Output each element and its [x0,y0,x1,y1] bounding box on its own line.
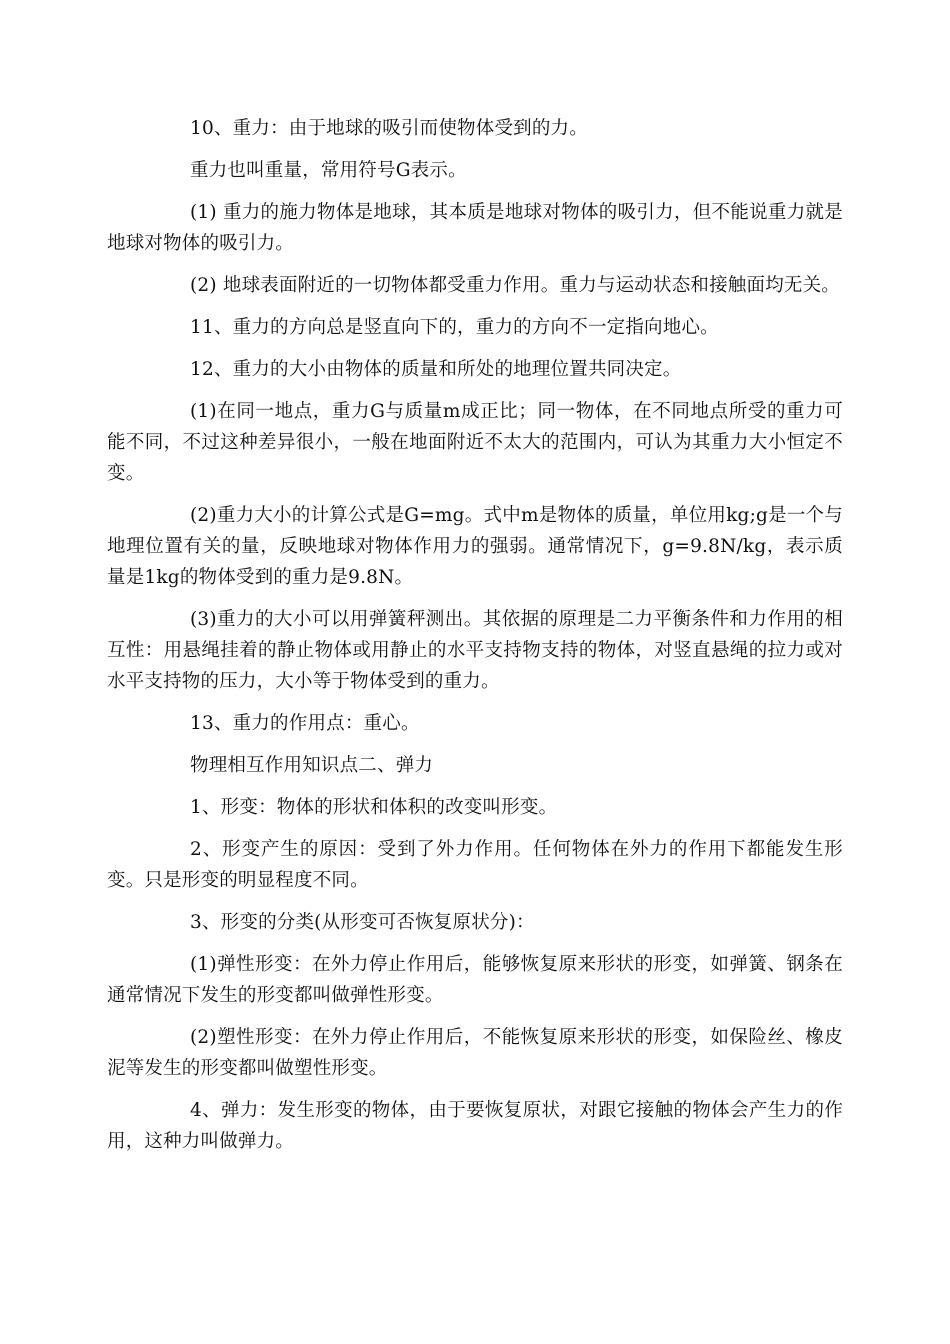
section-heading-elastic-force: 物理相互作用知识点二、弹力 [190,755,434,776]
paragraph-elastic-force-definition: 4、弹力：发生形变的物体，由于要恢复原状，对跟它接触的物体会产生力的作用，这种力叫做弹力。 [107,1100,843,1152]
paragraph-gravity-direction: 11、重力的方向总是竖直向下的，重力的方向不一定指向地心。 [190,317,719,338]
paragraph-gravity-symbol: 重力也叫重量，常用符号G表示。 [190,160,467,181]
paragraph-gravity-everywhere: (2) 地球表面附近的一切物体都受重力作用。重力与运动状态和接触面均无关。 [190,275,840,296]
paragraph-gravity-formula: (2)重力大小的计算公式是G=mg。式中m是物体的质量，单位用kg;g是一个与地理位置有关的量，反映地球对物体作用力的强弱。通常情况下，g=9.8N/kg，表示质量是1kg的物体受到的重力是9.8N。 [107,505,843,588]
paragraph-gravity-definition: 10、重力：由于地球的吸引而使物体受到的力。 [190,118,588,139]
document-body [107,113,843,1168]
paragraph-center-of-gravity: 13、重力的作用点：重心。 [190,713,420,734]
paragraph-gravity-source: (1) 重力的施力物体是地球，其本质是地球对物体的吸引力，但不能说重力就是地球对物体的吸引力。 [107,202,843,254]
paragraph-gravity-magnitude: 12、重力的大小由物体的质量和所处的地理位置共同决定。 [190,359,682,380]
paragraph-deformation-definition: 1、形变：物体的形状和体积的改变叫形变。 [190,797,558,818]
paragraph-deformation-types: 3、形变的分类(从形变可否恢复原状分)： [190,912,535,933]
paragraph-gravity-proportional: (1)在同一地点，重力G与质量m成正比；同一物体，在不同地点所受的重力可能不同，不过这种差异很小，一般在地面附近不太大的范围内，可认为其重力大小恒定不变。 [107,401,843,484]
paragraph-gravity-measurement: (3)重力的大小可以用弹簧秤测出。其依据的原理是二力平衡条件和力作用的相互性：用悬绳挂着的静止物体或用静止的水平支持物支持的物体，对竖直悬绳的拉力或对水平支持物的压力，大小等于物体受到的重力。 [107,609,843,692]
paragraph-elastic-deformation: (1)弹性形变：在外力停止作用后，能够恢复原来形状的形变，如弹簧、钢条在通常情况下发生的形变都叫做弹性形变。 [107,954,843,1006]
paragraph-deformation-cause: 2、形变产生的原因：受到了外力作用。任何物体在外力的作用下都能发生形变。只是形变的明显程度不同。 [107,839,843,891]
paragraph-plastic-deformation: (2)塑性形变：在外力停止作用后，不能恢复原来形状的形变，如保险丝、橡皮泥等发生的形变都叫做塑性形变。 [107,1027,843,1079]
